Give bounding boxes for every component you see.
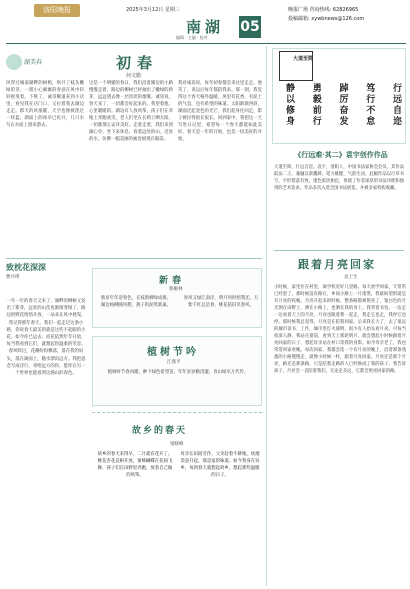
- poem-author: 梁晓峰: [170, 442, 184, 447]
- page-number: 05: [239, 16, 261, 38]
- poem-box-tree: [92, 336, 262, 406]
- flower-icon: [6, 54, 22, 70]
- poem-title: 植树节吟: [147, 347, 199, 358]
- feature-poem-title: 致枕花深深: [6, 262, 46, 272]
- article-column-3: 我对诚哥说，每年初春都会来这里走走。他笑了，说以后每年都陪我来。那一刻，我觉得这个春天格外温暖，风里有花香，有泥土的气息，也有希望的味道。太阳渐渐西斜，湖面泛起金色的光芒，我们起身往回走，影子被拉得很长很长。回到家中，我把这一天写进日记里，希望每一个春天都能如此美好。春天是一年的开始，也是一切美好的开始。: [178, 81, 262, 142]
- feature-poem-header: [6, 262, 86, 280]
- section-title: 南湖: [186, 18, 225, 36]
- poem-author: 江燕平: [167, 360, 181, 365]
- calligraphy-column: 行远自迩: [391, 83, 401, 127]
- article-title: 初春: [116, 54, 159, 72]
- poem-author: 蔡雁林: [169, 287, 183, 292]
- calligraphy-artwork: [272, 48, 406, 144]
- calligraphy-column: 笃行不怠: [364, 83, 375, 127]
- section-subtitle: 编辑 · 主编 · 校对: [176, 35, 208, 40]
- calligraphy-columns: [283, 83, 403, 141]
- poem-title: 新春: [159, 276, 186, 286]
- artwork-caption-text: 大道至简，行远自迩。袁宇，洛阳人，中国书法家协会会员。其作品取法二王，兼融汉隶魏碑，笔力雄健，气韵生动。此幅作品以行草书写，字形错落有致，墨色浓淡相宜，体现了作者深厚的书法功底和独到的艺术追求。作品多次入选全国书法展览，并被多家机构收藏。: [274, 165, 404, 191]
- column-divider: [266, 46, 267, 586]
- calligraphy-column: 勇毅前行: [310, 83, 321, 127]
- seal-stamp: [279, 51, 313, 81]
- column-label: 湖美春: [24, 59, 43, 66]
- poem-stanza-right: 春风又绿江南岸，明月何时照我还。万紫千红总是春，桃花依旧笑春风。: [183, 296, 259, 308]
- calligraphy-column: 踔厉奋发: [337, 83, 348, 127]
- email[interactable]: 投稿邮箱: xywbnews@126.com: [288, 16, 365, 22]
- poem-title: 故乡的春天: [132, 426, 188, 436]
- poem-text: 植树时节春风暖，种下绿色希望苗。年年岁岁勤浇灌，青山绿水万代传。: [107, 370, 249, 375]
- issue-date: 2025年3月12日 星期三: [126, 7, 180, 13]
- newspaper-logo: 洛阳晚报: [34, 4, 80, 17]
- article-column-2: 这是一个明媚的春日，我们沿着湖边的小路慢慢走着，路边的柳树已经抽出了嫩绿的新芽，远远望去像一层淡淡的烟雾。诚哥说，春天来了，一切都会好起来的。我望着他，心里暖暖的。湖边有人放风筝，孩子们在草地上奔跑欢笑，老人们坐在长椅上晒太阳，一切都那么安详美好。走着走着，我们来到湖心亭，坐下来休息，看着远处的山，近处的水，仿佛一幅美丽的画卷展现在眼前。: [89, 81, 173, 142]
- poem-box-hometown-spring: [92, 412, 262, 584]
- contact-info: [288, 6, 364, 24]
- poem-stanza-right: 母亲在田间劳作，父亲赶着牛耕地，炊烟袅袅升起，那是家的味道。如今我身在异乡，每到春天就想起故乡，想起那些温暖的日子。: [180, 452, 260, 478]
- feature-poem-text: 一年一年的春天又来了，湖畔的柳树又发出了新芽，远处的山峦也渐渐变绿了，路边的野花悄悄开放，一朵朵在风中摇曳。我记得那年春天，我们一起走过这条小路，你说春天最美的就是这些不起眼的小花。如今你已远去，而花依然年年开放，每当我看到它们，就想起你温柔的笑容。春风吹过，花瓣纷纷飘落，落在我的肩头，落在湖面上，随水漂向远方。我把思念写成诗行，寄给远方的你，愿你在另一个世界也能看到这满山的春色。: [6, 299, 86, 377]
- seal-text: 大道至简: [292, 56, 313, 62]
- section-divider: [6, 258, 262, 259]
- right-content-area: [268, 44, 410, 589]
- poem-stanza-left: 故乡的春天来得早，二月就有花开了。桃花杏花竞相开放，蜜蜂蝴蝶在花间飞舞，孩子们在田野里奔跑，放着自己做的风筝。: [97, 452, 173, 478]
- article-author: 何文勤: [126, 73, 142, 79]
- page-header: [0, 0, 410, 44]
- story-text: 小时候，家里住在村里，离学校有好几里路。每天放学回家，天常常已经黑了。那时候没有路灯，乡间小路上一片漆黑，我最盼望的就是有月亮的夜晚。月亮升起来的时候，整条路都被照亮了，银白色的月光洒在田野上，洒在小路上，也洒在我的身上。我背着书包，一边走一边看着天上的月亮，月亮也跟着我一起走，我走它也走，我停它也停。那时候我总觉得，月亮是在陪我回家。后来我长大了，去了很远的城市读书、工作，城市里灯火通明，很少有人抬头看月亮。可每当夜深人静，我站在窗前，看到天上那轮明月，就会想起小时候跟着月亮回家的日子，想起母亲站在村口等我的身影。如今母亲老了，我也常常回家看她。每次回家，我都会选一个有月亮的晚上，沿着那条熟悉的小路慢慢走，就像小时候一样，跟着月亮回家。月亮还是那个月亮，路还是那条路，只是陪我走路的人已经换成了我的孩子。我告诉孩子，月亮会一直陪着我们，无论走多远，它都会照亮回家的路。: [274, 285, 406, 374]
- artwork-caption-title: 《行远难·其二》袁宇创作作品: [294, 150, 388, 159]
- article-column-1: 风穿过城南湖畔的树梢，吹开了枝头嫩绿的芽，一派小心翼翼的春意在风中轻轻摇曳着。下班了，诚哥顺道来到小店里，看见我在店门口，又拉着我去湖边走走。那天的风很暖，天空也像被洗过一样蓝，湖面上的冰早已化开，几只水鸟在水面上游来游去。: [6, 81, 84, 128]
- feature-poem-author: 曹丹瑛: [6, 275, 20, 280]
- story-author: 袁士生: [344, 275, 358, 280]
- poem-box-new-spring: [92, 268, 262, 328]
- hotline: 晚报广场 咨询热线: 62826965: [288, 7, 359, 13]
- section-divider: [274, 250, 404, 251]
- left-content-area: [0, 44, 264, 589]
- poem-stanza-left: 新岁年年迎春色，长枝新柳绿成排。湖边杨柳随风摆，燕子衔泥筑新巢。: [100, 296, 172, 308]
- calligraphy-column: 静以修身: [284, 83, 294, 127]
- story-title: 跟着月亮回家: [298, 258, 376, 271]
